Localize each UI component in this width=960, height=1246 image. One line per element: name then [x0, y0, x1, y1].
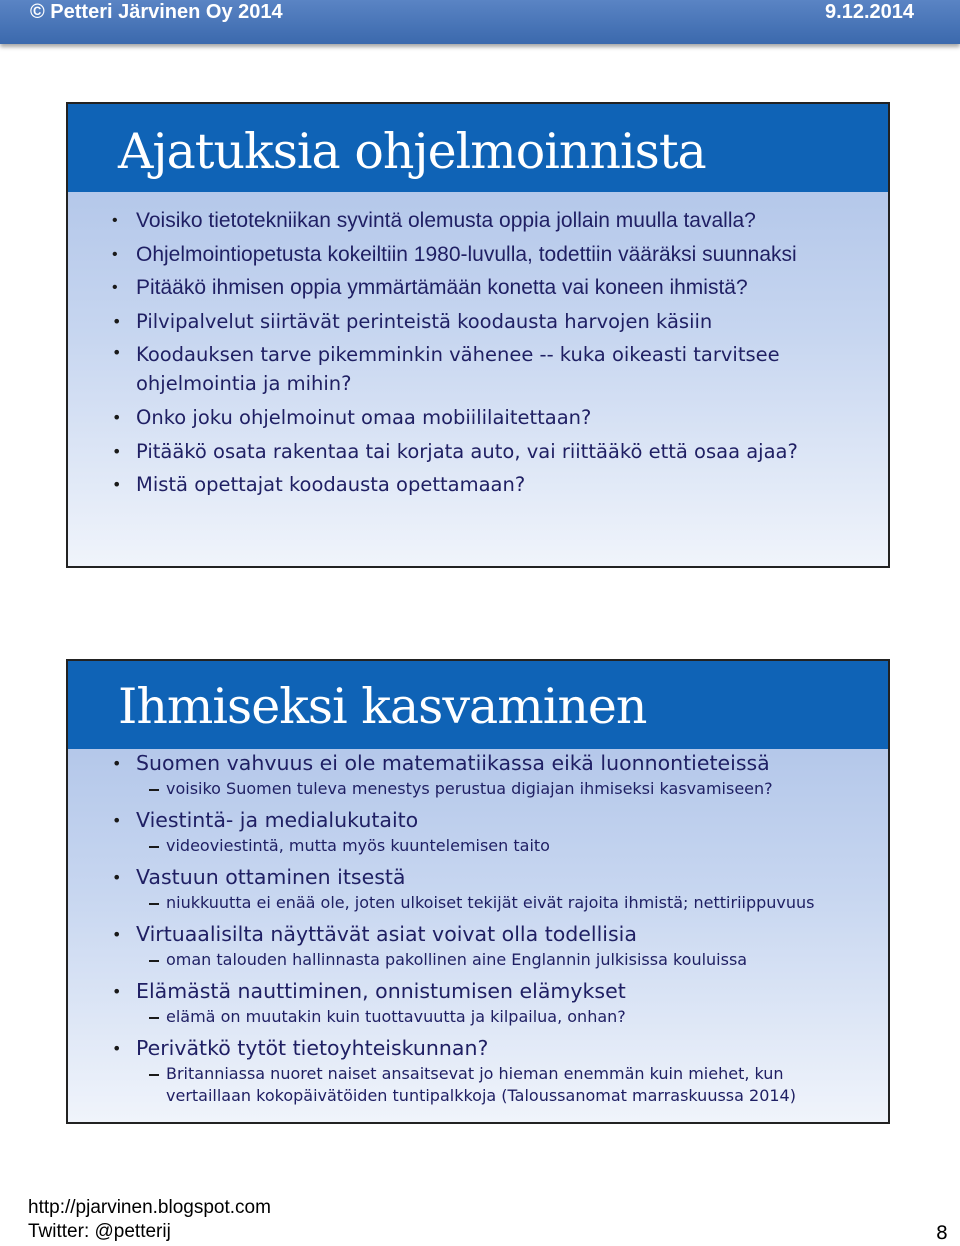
- bullet-text: Virtuaalisilta näyttävät asiat voivat olla todellisia: [136, 922, 637, 946]
- blog-url: http://pjarvinen.blogspot.com: [28, 1197, 271, 1218]
- bullet-text: Viestintä- ja medialukutaito: [136, 808, 419, 832]
- sub-bullet: Britanniassa nuoret naiset ansaitsevat jo hieman enemmän kuin miehet, kun vertaillaan kokopäivätöiden tuntipalkkoja (Taloussanomat marraskuussa 2014): [136, 1063, 868, 1107]
- slide-title: Ihmiseksi kasvaminen: [68, 661, 888, 749]
- bullet-item: • Pitääkö osata rakentaa tai korjata auto, vai riittääkö että osaa ajaa?: [68, 435, 888, 469]
- slide-ajatuksia: [66, 102, 890, 568]
- bullet-item: • Koodauksen tarve pikemminkin vähenee -- kuka oikeasti tarvitsee ohjelmointia ja mihin?: [68, 338, 888, 401]
- bullet-item: [68, 977, 888, 1028]
- copyright-text: © Petteri Järvinen Oy 2014: [30, 1, 283, 23]
- bullet-item: • Pilvipalvelut siirtävät perinteistä koodausta harvojen käsiin: [68, 305, 888, 339]
- bullet-list: [68, 749, 888, 1107]
- bullet-item: • Voisiko tietotekniikan syvintä olemusta oppia jollain muulla tavalla?: [68, 204, 888, 238]
- footer: [28, 1196, 271, 1244]
- page-number: 8: [935, 1222, 948, 1244]
- bullet-item: • Ohjelmointiopetusta kokeiltiin 1980-luvulla, todettiin vääräksi suunnaksi: [68, 238, 888, 272]
- date-text: 9.12.2014: [825, 1, 914, 23]
- bullet-item: [68, 1034, 888, 1107]
- bullet-item: [68, 806, 888, 857]
- sub-bullet: videoviestintä, mutta myös kuuntelemisen taito: [136, 835, 868, 857]
- bullet-item: • Mistä opettajat koodausta opettamaan?: [68, 468, 888, 502]
- bullet-item: [68, 749, 888, 800]
- slide-title: Ajatuksia ohjelmoinnista: [68, 104, 888, 192]
- sub-bullet: oman talouden hallinnasta pakollinen aine Englannin julkisissa kouluissa: [136, 949, 868, 971]
- bullet-item: • Onko joku ohjelmoinut omaa mobiililaitettaan?: [68, 401, 888, 435]
- sub-bullet: elämä on muutakin kuin tuottavuutta ja kilpailua, onhan?: [136, 1006, 868, 1028]
- header-bar: [0, 0, 960, 44]
- bullet-text: Perivätkö tytöt tietoyhteiskunnan?: [136, 1036, 489, 1060]
- bullet-text: Vastuun ottaminen itsestä: [136, 865, 406, 889]
- bullet-list: [68, 204, 888, 502]
- bullet-item: • Pitääkö ihmisen oppia ymmärtämään konetta vai koneen ihmistä?: [68, 271, 888, 305]
- slide-ihmiseksi: [66, 659, 890, 1124]
- twitter-handle: Twitter: @petterij: [28, 1221, 171, 1242]
- bullet-item: [68, 920, 888, 971]
- bullet-item: [68, 863, 888, 914]
- sub-bullet: voisiko Suomen tuleva menestys perustua digiajan ihmiseksi kasvamiseen?: [136, 778, 868, 800]
- bullet-text: Elämästä nauttiminen, onnistumisen elämykset: [136, 979, 626, 1003]
- bullet-text: Suomen vahvuus ei ole matematiikassa eikä luonnontieteissä: [136, 751, 770, 775]
- sub-bullet: niukkuutta ei enää ole, joten ulkoiset tekijät eivät rajoita ihmistä; nettiriippuvuus: [136, 892, 868, 914]
